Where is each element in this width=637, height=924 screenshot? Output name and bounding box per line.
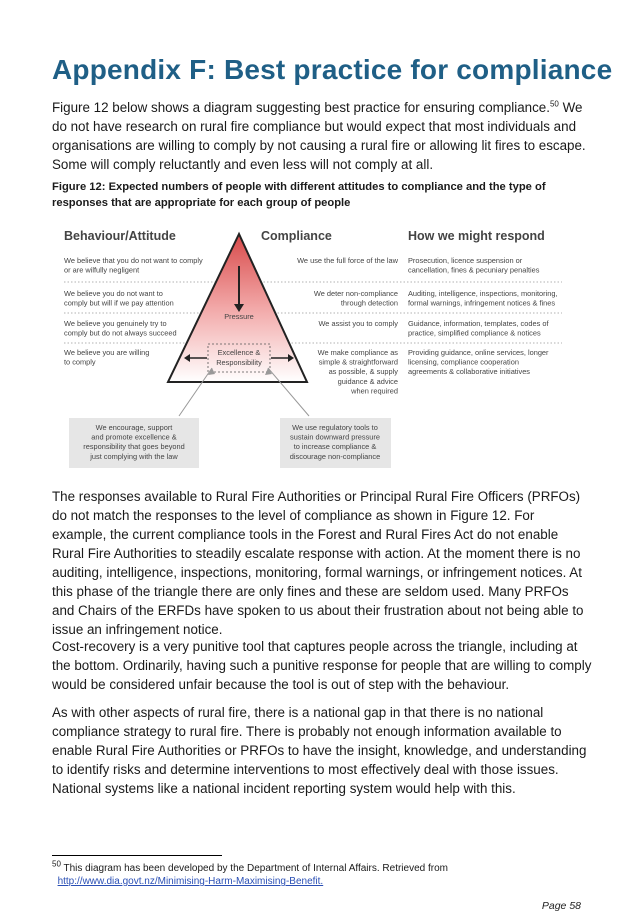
behaviour-text: We believe you are willing (64, 348, 150, 357)
compliance-text: We use the full force of the law (297, 256, 398, 265)
compliance-text: as possible, & supply (328, 367, 398, 377)
paragraph-3: Cost-recovery is a very punitive tool that captures people across the triangle, including at the bottom. Ordinarily, having such a punitive response for people that are willing to comply would be considered unfair because the tool is out of step with the behaviour. (52, 639, 592, 692)
compliance-diagram (62, 226, 572, 471)
respond-text: cancellation, fines & pecuniary penalties (408, 265, 540, 275)
intro-text: Figure 12 below shows a diagram suggesting best practice for ensuring compliance. (52, 100, 550, 115)
page-number: Page 58 (541, 900, 581, 912)
respond-text: Guidance, information, templates, codes of (408, 319, 549, 328)
box-text-group (83, 423, 380, 461)
box-encourage-text: We encourage, support (95, 423, 173, 432)
compliance-text: simple & straightforward (318, 357, 398, 367)
compliance-text: through detection (340, 298, 398, 308)
page-title: Appendix F: Best practice for compliance (52, 54, 613, 85)
footnote-ref[interactable]: 50 (549, 99, 559, 109)
box-regulatory-text: We use regulatory tools to (292, 423, 378, 432)
compliance-text: We assist you to comply (318, 319, 398, 328)
compliance-text: We deter non-compliance (313, 289, 398, 298)
respond-text: formal warnings, infringement notices & fines (408, 298, 556, 308)
paragraph-4: As with other aspects of rural fire, there is a national gap in that there is no national compliance strategy to rural fire. There is probably not enough information available to enable Rural Fire Authorities or PRFOs to have the insight, knowledge, and understanding to identify risks and determine interventions to most effectively deal with those issues. National systems like a national incident reporting system would help with this. (52, 705, 587, 796)
header-compliance: Compliance (261, 229, 332, 243)
box-regulatory-text: to increase compliance & (293, 442, 377, 452)
paragraph-2: The responses available to Rural Fire Authorities or Principal Rural Fire Officers (PRFOs) do not match the responses to the level of compliance as shown in Figure 12. For example, the current compliance tools in the Forest and Rural Fires Act do not enable Rural Fire Authorities to steadily escalate response with action. At the moment there is no auditing, intelligence, inspections, monitoring, formal warnings, or infringement notices. At this phase of the triangle there are only fines and these are seldom used. Many PRFOs and Chairs of the ERFDs have spoken to us about their frustration about not being able to issue an infringement notice. (52, 489, 584, 637)
pressure-label: Pressure (224, 312, 254, 321)
figure-caption: Figure 12: Expected numbers of people with different attitudes to compliance and the type of responses that are appropriate for each group of people (52, 181, 546, 209)
respond-text: Providing guidance, online services, longer (408, 348, 549, 357)
respond-text: licensing, compliance cooperation (408, 357, 519, 367)
behaviour-text: We believe you do not want to (64, 289, 163, 298)
compliance-text: We make compliance as (317, 348, 398, 357)
behaviour-text: comply but will if we pay attention (64, 298, 174, 308)
behaviour-text: We believe you genuinely try to (64, 319, 167, 328)
compliance-text: when required (351, 386, 398, 396)
intro-text-cont: We do not have research on rural fire compliance but would expect that most individuals and organisations are willing to comply by not causing a rural fire or allowing lit fires to escape. Some will comply reluctantly and even less will not comply at all. (52, 100, 586, 172)
respond-text: agreements & collaborative initiatives (408, 367, 531, 377)
row-text-group (64, 256, 558, 395)
footnote-link[interactable]: http://www.dia.govt.nz/Minimising-Harm-Maximising-Benefit. (57, 876, 324, 887)
header-behaviour: Behaviour/Attitude (64, 229, 176, 243)
respond-text: practice, simplified compliance & notices (408, 328, 541, 338)
header-respond: How we might respond (408, 229, 545, 243)
respond-text: Prosecution, licence suspension or (408, 256, 523, 265)
behaviour-text: comply but do not always succeed (64, 328, 177, 338)
box-regulatory-text: sustain downward pressure (290, 432, 380, 442)
respond-text: Auditing, intelligence, inspections, monitoring, (408, 289, 558, 298)
behaviour-text: We believe that you do not want to comply (64, 256, 203, 265)
compliance-text: guidance & advice (337, 376, 398, 386)
box-regulatory-text: discourage non-compliance (289, 451, 381, 461)
box-encourage-text: responsibility that goes beyond (83, 442, 185, 452)
box-encourage-text: and promote excellence & (91, 432, 177, 442)
excellence-label-1: Excellence & (217, 348, 261, 357)
footnote (52, 859, 572, 888)
footnote-number: 50 (52, 859, 61, 869)
box-encourage-text: just complying with the law (90, 451, 178, 461)
footnote-divider (52, 855, 222, 856)
footnote-text: This diagram has been developed by the Department of Internal Affairs. Retrieved from (63, 863, 448, 874)
intro-paragraph (52, 98, 592, 174)
excellence-label-2: Responsibility (216, 358, 262, 367)
behaviour-text: to comply (64, 357, 96, 367)
behaviour-text: or are wilfully negligent (64, 265, 140, 275)
